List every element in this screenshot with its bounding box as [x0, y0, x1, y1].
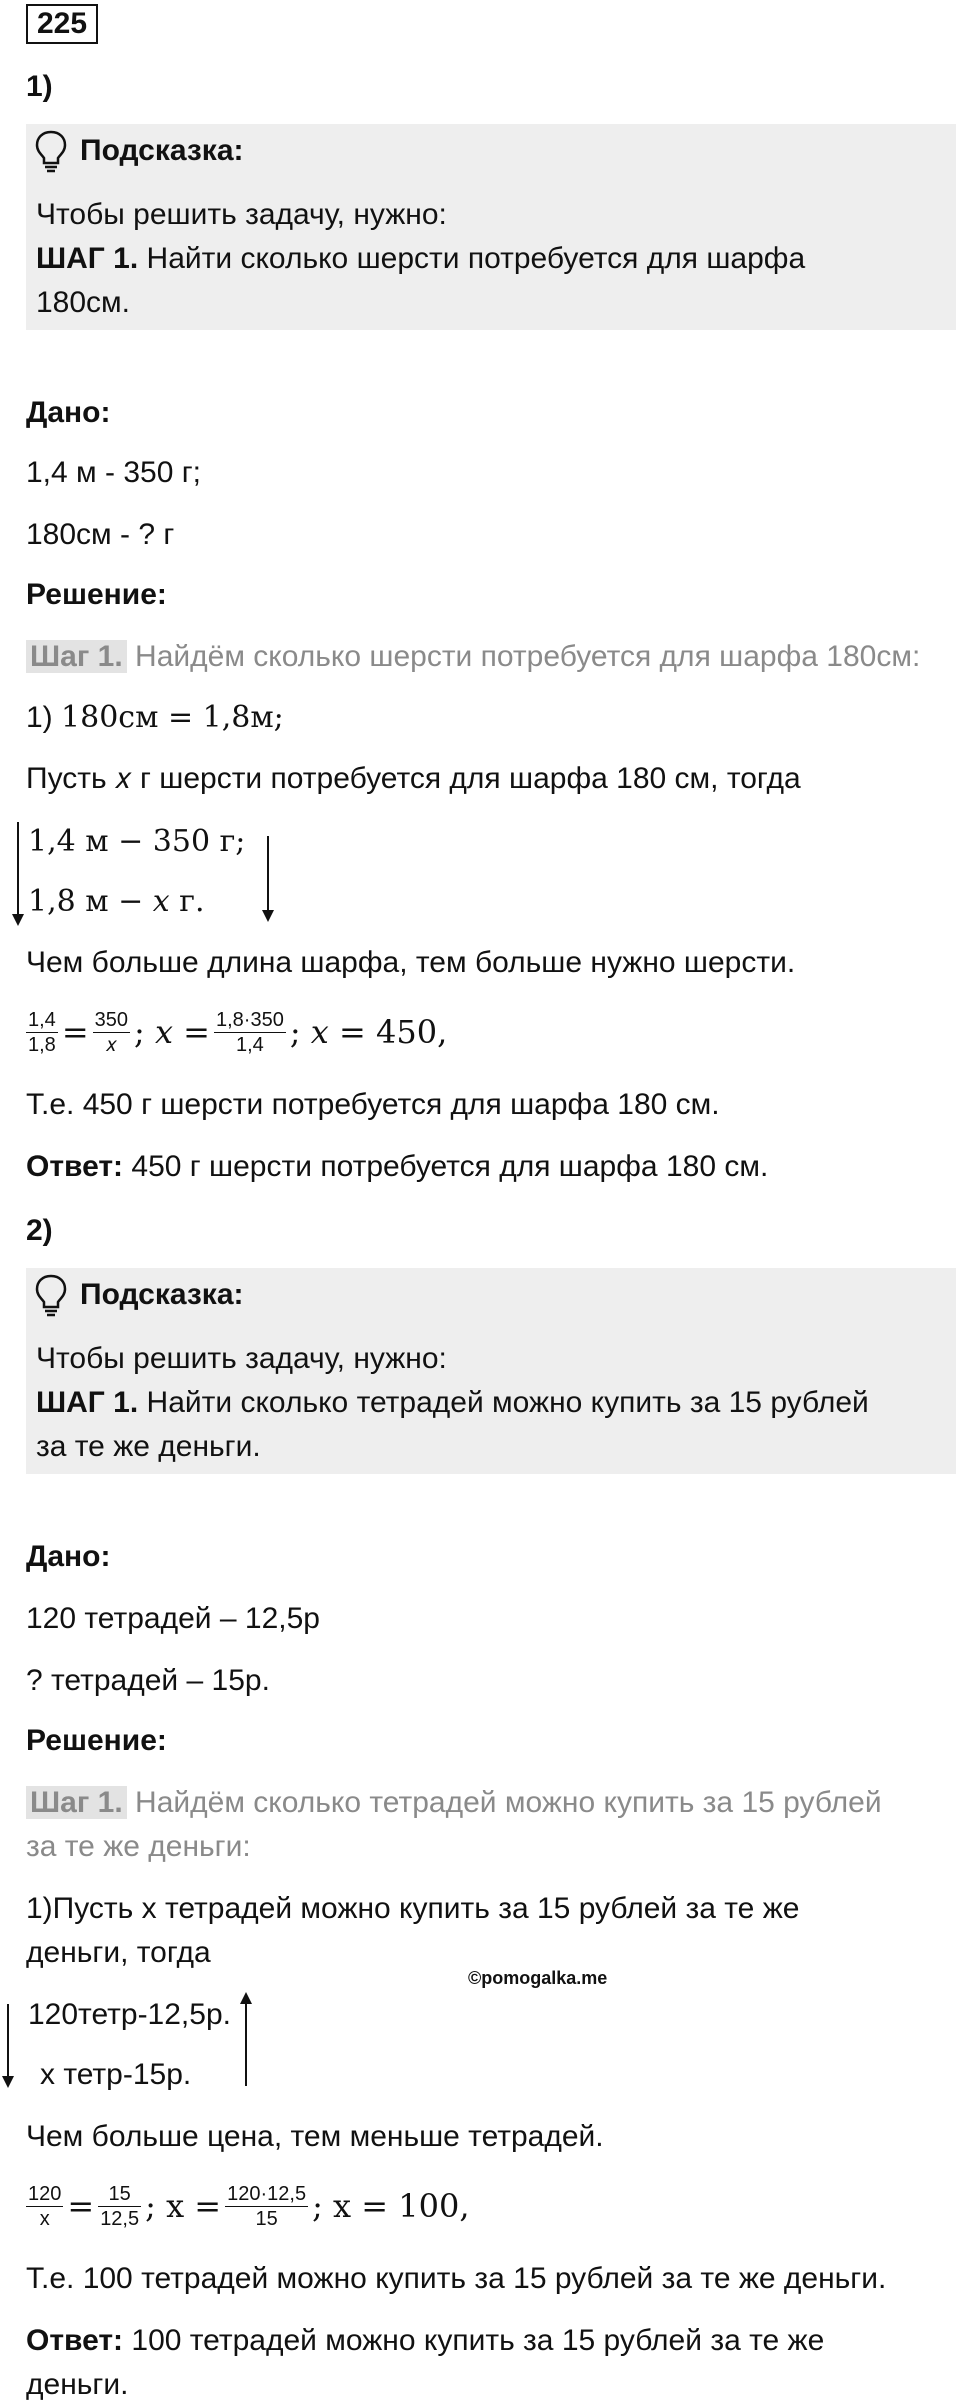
hint-step-label: ШАГ 1. [36, 1386, 139, 1419]
answer-line [26, 2324, 824, 2358]
given-line-2: ? тетрадей – 15р. [26, 1664, 270, 1697]
arrow-up-icon [236, 1990, 256, 2090]
fraction-2-den: 𝑥 [105, 1033, 117, 1056]
fraction-2 [93, 1008, 130, 1057]
given-label: Дано: [26, 396, 111, 429]
problem-number: 225 [26, 4, 98, 44]
eq-mid: ; x = [145, 2187, 222, 2225]
hint-step-label: ШАГ 1. [36, 242, 139, 275]
proportion-equation [26, 1000, 447, 1064]
part2-hint-box [26, 1268, 956, 1474]
part2-label: 2) [26, 1214, 53, 1247]
fraction-2 [98, 2182, 141, 2231]
arrow-down-left-icon [8, 820, 28, 930]
part1-label: 1) [26, 70, 53, 103]
fraction-1 [26, 1008, 58, 1057]
hint-title: Подсказка: [80, 134, 244, 167]
eq-end: ; x = 100, [312, 2187, 470, 2225]
proportion-row-2: x тетр-15р. [40, 2058, 192, 2091]
solution-label: Решение: [26, 578, 167, 611]
fraction-1-den: x [39, 2207, 50, 2230]
conclusion-line: Т.е. 450 г шерсти потребуется для шарфа 180 см. [26, 1088, 720, 1121]
given-line-1: 1,4 м - 350 г; [26, 456, 201, 489]
solution-step-cont: за те же деньги: [26, 1830, 251, 1863]
answer-text: 100 тетрадей можно купить за 15 рублей за те же [123, 2324, 825, 2357]
hint-step [36, 1386, 869, 1420]
given-line-1: 120 тетрадей – 12,5р [26, 1602, 320, 1635]
hint-intro: Чтобы решить задачу, нужно: [36, 198, 447, 231]
line-1-prefix: 1) [26, 701, 62, 734]
fraction-3-num: 1,8·350 [215, 1008, 284, 1031]
reason-line: Чем больше цена, тем меньше тетрадей. [26, 2120, 604, 2153]
solution-line-2: Пусть 𝑥 г шерсти потребуется для шарфа 180 см, тогда [26, 762, 801, 795]
answer-line-cont: деньги. [26, 2368, 129, 2401]
proportion-row-1: 120тетр-12,5р. [28, 1998, 231, 2031]
fraction-3 [214, 1008, 286, 1057]
solution-line-1: 1)Пусть x тетрадей можно купить за 15 рублей за те же [26, 1892, 800, 1925]
reason-line: Чем больше длина шарфа, тем больше нужно шерсти. [26, 946, 796, 979]
solution-step [26, 640, 920, 674]
proportion-row-2: 1,8 м − 𝑥 г. [28, 884, 205, 919]
given-line-2: 180см - ? г [26, 518, 175, 551]
fraction-1-den: 1,8 [28, 1033, 56, 1056]
fraction-3-num: 120·12,5 [227, 2182, 307, 2205]
eq-sign: = [67, 2187, 95, 2225]
step-text: Найдём сколько тетрадей можно купить за 15 рублей [126, 1786, 882, 1819]
step-text: Найдём сколько шерсти потребуется для шарфа 180см: [126, 640, 921, 673]
fraction-1-num: 120 [28, 2182, 62, 2205]
fraction-1-num: 1,4 [28, 1008, 56, 1031]
hint-step-cont: 180см. [36, 286, 131, 319]
solution-step [26, 1786, 882, 1820]
solution-line-1-cont: деньги, тогда [26, 1936, 211, 1969]
proportion-row-1: 1,4 м − 350 г; [28, 824, 246, 859]
answer-line [26, 1150, 768, 1184]
eq-mid: ; 𝑥 = [134, 1013, 210, 1051]
fraction-2-den: 12,5 [100, 2207, 140, 2230]
fraction-2-num: 350 [94, 1008, 128, 1031]
eq-sign: = [61, 1013, 89, 1051]
given-label: Дано: [26, 1540, 111, 1573]
hint-step-text: Найти сколько шерсти потребуется для шарфа [138, 242, 806, 275]
answer-text: 450 г шерсти потребуется для шарфа 180 см. [123, 1150, 769, 1183]
hint-intro: Чтобы решить задачу, нужно: [36, 1342, 447, 1375]
step-label: Шаг 1. [26, 1786, 127, 1819]
fraction-3 [225, 2182, 308, 2231]
fraction-3-den: 1,4 [236, 1033, 264, 1056]
answer-label: Ответ: [26, 2324, 124, 2357]
arrow-down-icon [0, 2002, 20, 2092]
lightbulb-icon [34, 128, 68, 174]
hint-step-text: Найти сколько тетрадей можно купить за 15 рублей [138, 1386, 869, 1419]
hint-title: Подсказка: [80, 1278, 244, 1311]
hint-step-cont: за те же деньги. [36, 1430, 261, 1463]
arrow-down-right-icon [258, 834, 278, 924]
eq-end: ; 𝑥 = 450, [289, 1013, 448, 1051]
lightbulb-icon [34, 1272, 68, 1318]
part1-hint-box [26, 124, 956, 330]
conclusion-line: Т.е. 100 тетрадей можно купить за 15 рублей за те же деньги. [26, 2262, 887, 2295]
fraction-2-num: 15 [98, 2182, 141, 2207]
line-1-math: 180см = 1,8м; [61, 700, 284, 735]
step-label: Шаг 1. [26, 640, 127, 673]
solution-line-1 [26, 700, 284, 735]
hint-step [36, 242, 805, 276]
fraction-3-den: 15 [255, 2207, 278, 2230]
watermark: ©pomogalka.me [468, 1968, 608, 1988]
proportion-equation [26, 2174, 469, 2238]
fraction-1 [26, 2182, 63, 2231]
answer-label: Ответ: [26, 1150, 124, 1183]
solution-label: Решение: [26, 1724, 167, 1757]
